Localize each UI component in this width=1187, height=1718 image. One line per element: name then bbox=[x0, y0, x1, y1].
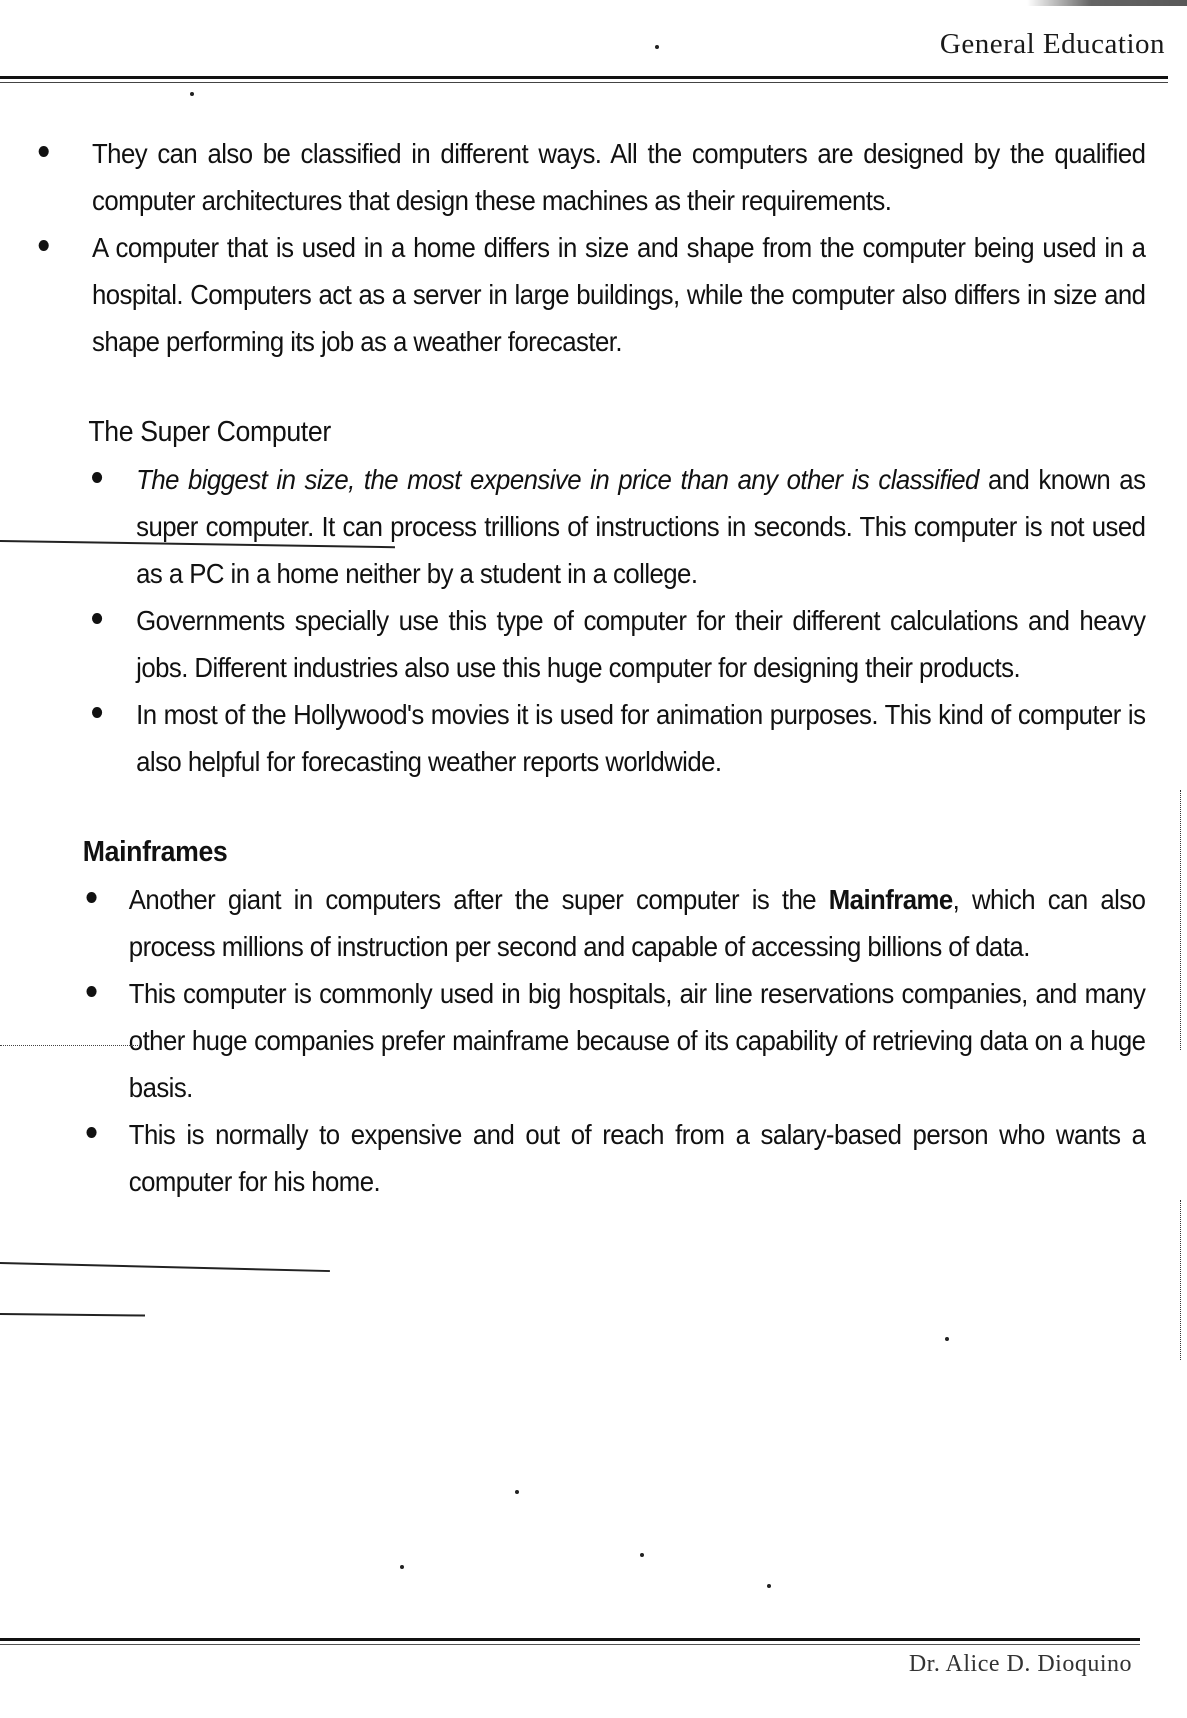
pen-underline-mark bbox=[0, 1045, 140, 1046]
section-heading-super-computer: The Super Computer bbox=[88, 416, 331, 448]
scan-speck bbox=[515, 1490, 519, 1494]
bullet-icon bbox=[92, 472, 102, 483]
section-heading-mainframes: Mainframes bbox=[82, 836, 228, 868]
bullet-text: This is normally to expensive and out of reach from a salary-based person who wants a computer for his home. bbox=[128, 1119, 1146, 1197]
bullet-icon bbox=[86, 1127, 96, 1138]
super-computer-bullet-item bbox=[0, 456, 1145, 597]
intro-bullet-list bbox=[0, 130, 1146, 365]
intro-bullet-text: A computer that is used in a home differs in size and shape from the computer being used in a hospital. Computers act as a server in large buildings, while the computer also differs in size and shape performing its job as a weather forecaster. bbox=[92, 232, 1146, 357]
bullet-icon bbox=[92, 613, 102, 624]
super-computer-bullet-item bbox=[0, 597, 1145, 691]
bullet-text: and known as super computer. It can process trillions of instructions in seconds. This computer is not used as a PC in a home neither by a student in a college. bbox=[136, 464, 1146, 589]
bullet-text: , which can also process millions of instruction per second and capable of accessing billions of data. bbox=[128, 884, 1146, 962]
mainframes-bullet-list bbox=[0, 876, 1146, 1205]
bullet-text: This computer is commonly used in big hospitals, air line reservations companies, and many other huge companies prefer mainframe because of its capability of retrieving data on a huge basis. bbox=[128, 978, 1146, 1103]
pen-underline-mark bbox=[0, 1313, 145, 1317]
intro-bullet-item bbox=[0, 224, 1145, 365]
footer-rule bbox=[0, 1638, 1140, 1641]
running-header-title: General Education bbox=[939, 28, 1165, 60]
scan-speck bbox=[400, 1565, 404, 1569]
bullet-text: Another giant in computers after the super computer is the bbox=[128, 884, 829, 915]
bullet-text-italic: The biggest in size, the most expensive in price than any other is classified bbox=[136, 464, 979, 495]
bullet-text-bold: Mainframe bbox=[828, 884, 953, 915]
mainframes-bullet-item bbox=[0, 876, 1145, 970]
scan-speck bbox=[945, 1337, 949, 1341]
super-computer-bullet-list bbox=[0, 456, 1146, 785]
bullet-text: In most of the Hollywood's movies it is used for animation purposes. This kind of computer is also helpful for forecasting weather reports worldwide. bbox=[136, 699, 1146, 777]
bullet-text: Governments specially use this type of computer for their different calculations and heavy jobs. Different industries also use this huge computer for designing their products. bbox=[136, 605, 1146, 683]
scan-speck bbox=[655, 45, 659, 49]
running-footer-author: Dr. Alice D. Dioquino bbox=[908, 1651, 1132, 1677]
bullet-icon bbox=[86, 986, 96, 997]
pen-underline-mark bbox=[0, 1262, 330, 1272]
intro-bullet-text: They can also be classified in different ways. All the computers are designed by the qualified computer architectures that design these machines as their requirements. bbox=[92, 138, 1146, 216]
mainframes-bullet-item bbox=[0, 1111, 1145, 1205]
header-rule bbox=[0, 76, 1168, 79]
bullet-icon bbox=[39, 240, 49, 251]
section-mainframes bbox=[0, 829, 1146, 1205]
scan-margin-artifact bbox=[1180, 790, 1181, 1050]
intro-bullet-item bbox=[0, 130, 1145, 224]
scan-speck bbox=[190, 92, 194, 96]
scan-edge-artifact bbox=[1027, 0, 1187, 6]
mainframes-bullet-item bbox=[0, 970, 1145, 1111]
super-computer-bullet-item bbox=[0, 691, 1145, 785]
page-body bbox=[0, 130, 1146, 1205]
scan-speck bbox=[767, 1584, 771, 1588]
bullet-icon bbox=[39, 146, 49, 157]
scan-margin-artifact bbox=[1180, 1200, 1181, 1360]
bullet-icon bbox=[92, 707, 102, 718]
bullet-icon bbox=[86, 892, 96, 903]
section-super-computer bbox=[0, 409, 1146, 785]
scan-speck bbox=[640, 1553, 644, 1557]
